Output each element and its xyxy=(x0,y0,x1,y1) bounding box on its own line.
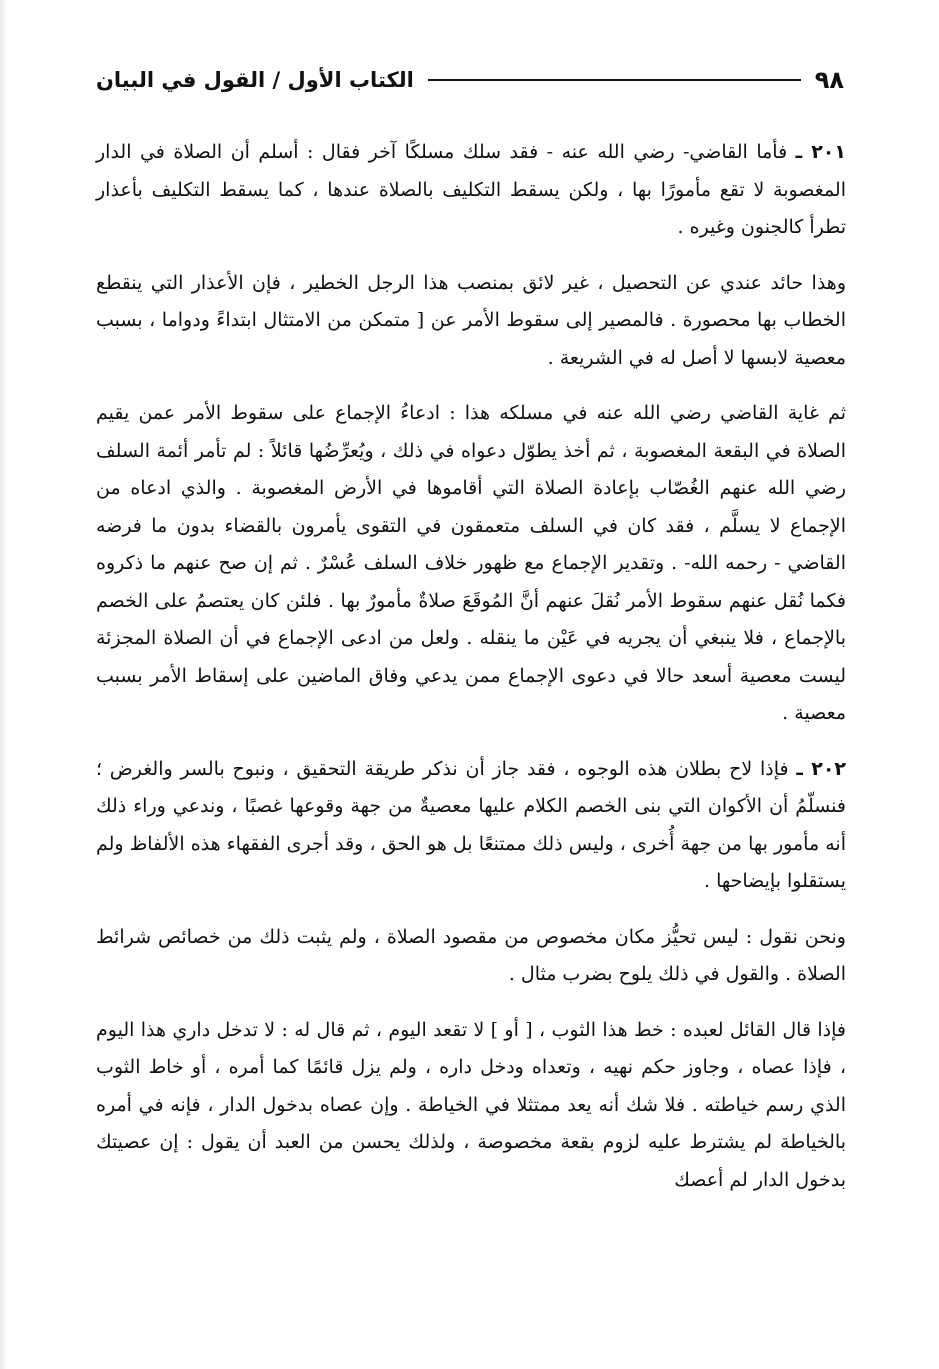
paragraph-201 xyxy=(96,134,846,247)
paragraph xyxy=(96,265,846,378)
paragraph xyxy=(96,919,846,994)
running-title: الكتاب الأول / القول في البيان xyxy=(96,68,414,92)
paragraph-number: ٢٠٢ ـ xyxy=(796,757,847,780)
paragraph-text: وهذا حائد عندي عن التحصيل ، غير لائق بمنصب هذا الرجل الخطير ، فإن الأعذار التي ينقطع الخطاب بها محصورة . فالمصير إلى سقوط الأمر عن [ متمكن من الامتثال ابتداءً ودواما ، بسبب معصية لابسها لا أصل له في الشريعة . xyxy=(96,271,846,369)
page-header xyxy=(96,60,844,100)
paragraph-202 xyxy=(96,751,846,901)
body-text xyxy=(96,134,846,1217)
paragraph xyxy=(96,1012,846,1200)
page-number: ٩٨ xyxy=(814,66,844,94)
paragraph-text: فإذا لاح بطلان هذه الوجوه ، فقد جاز أن نذكر طريقة التحقيق ، ونبوح بالسر والغرض ؛ فنسلّمُ أن الأكوان التي بنى الخصم الكلام عليها معصيةٌ من جهة وقوعها غصبًا ، وندعي وراء ذلك أنه مأمور بها من جهة أُخرى ، وليس ذلك ممتنعًا بل هو الحق ، وقد أجرى الفقهاء هذه الألفاظ ولم يستقلوا بإيضاحها . xyxy=(96,757,847,892)
paragraph-text: ونحن نقول : ليس تحيُّز مكان مخصوص من مقصود الصلاة ، ولم يثبت ذلك من خصائص شرائط الصلاة . والقول في ذلك يلوح بضرب مثال . xyxy=(96,925,846,985)
page-spine-shadow xyxy=(0,0,8,1369)
paragraph-text: فإذا قال القائل لعبده : خط هذا الثوب ، [ أو ] لا تقعد اليوم ، ثم قال له : لا تدخل داري هذا اليوم ، فإذا عصاه ، وجاوز حكم نهيه ، وتعداه ودخل داره ، ولم يزل قائمًا كما أمره ، أو خاط الثوب الذي رسم خياطته . فلا شك أنه يعد ممتثلا في الخياطة . وإن عصاه بدخول الدار ، فإنه في أمره بالخياطة لم يشترط عليه لزوم بقعة مخصوصة ، ولذلك يحسن من العبد أن يقول : إن عصيتك بدخول الدار لم أعصك xyxy=(96,1018,846,1191)
header-rule xyxy=(428,79,801,81)
paragraph-number: ٢٠١ ـ xyxy=(795,141,846,163)
paragraph xyxy=(96,395,846,733)
paragraph-text: ثم غاية القاضي رضي الله عنه في مسلكه هذا : ادعاءُ الإجماع على سقوط الأمر عمن يقيم الصلاة في البقعة المغصوبة ، ثم أخذ يطوّل دعواه في ذلك ، ويُعرِّضُها قائلاً : لم تأمر أئمة السلف رضي الله عنهم الغُصّاب بإعادة الصلاة التي أقاموها في الأرض المغصوبة . والذي ادعاه من الإجماع لا يسلَّم ، فقد كان في السلف متعمقون في التقوى يأمرون بالقضاء بدون ما فرضه القاضي - رحمه الله- . وتقدير الإجماع مع ظهور خلاف السلف عُسْرٌ . ثم إن صح عنهم ما ذكروه فكما نُقل عنهم سقوط الأمر نُقلَ عنهم أنَّ المُوقَعَ صلاةٌ مأمورٌ بها . فلئن كان يعتصمُ على الخصم بالإجماع ، فلا ينبغي أن يجريه في عَيْن ما ينقله . ولعل من ادعى الإجماع في أن الصلاة المجزئة ليست معصية أسعد حالا في دعوى الإجماع ممن يدعي وفاق الماضين على إسقاط الأمر بسبب معصية . xyxy=(96,402,846,724)
paragraph-text: فأما القاضي- رضي الله عنه - فقد سلك مسلكًا آخر فقال : أسلم أن الصلاة في الدار المغصوبة لا تقع مأمورًا بها ، ولكن يسقط التكليف بالصلاة عندها ، كما يسقط التكليف بأعذار تطرأ كالجنون وغيره . xyxy=(96,141,846,238)
